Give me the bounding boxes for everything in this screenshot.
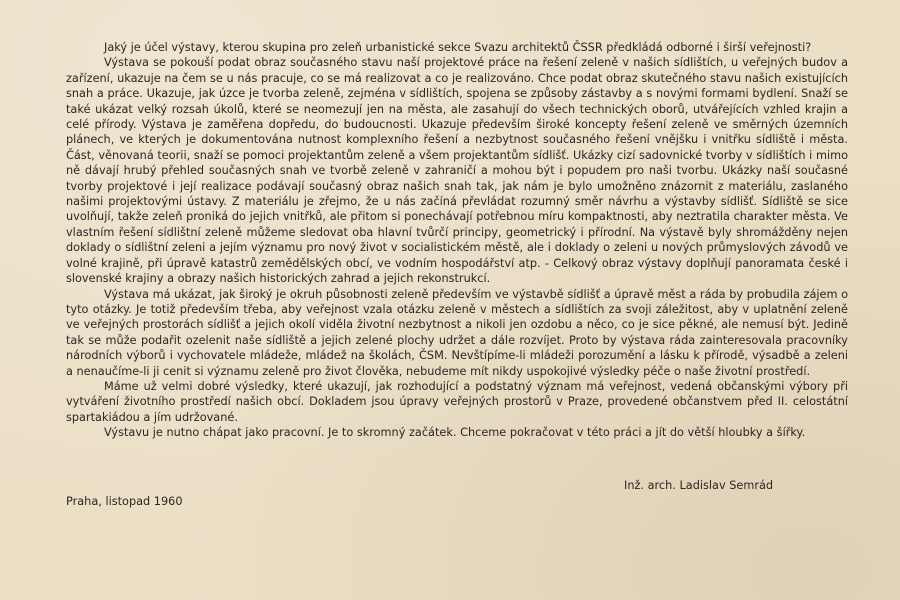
- author-signature: Inž. arch. Ladislav Semrád: [624, 479, 774, 492]
- paragraph: Výstava se pokouší podat obraz současného stavu naší projektové práce na řešení zeleně v našich sídlištích, u veřejných budov a zařízení, ukazuje na čem se u nás pracuje, co se má realizovat a co je realizováno. Chce podat obraz skutečného stavu našich existujících snah a práce. Ukazuje, jak úzce je tvorba zeleně, zejména v sídlištích, spojena se způsoby zástavby a s novými formami bydlení. Snaží se také ukázat velký rozsah úkolů, které se neomezují jen na města, ale zasahují do všech technických oborů, utvářejících vzhled krajin a celé přírody. Výstava je zaměřena dopředu, do budoucnosti. Ukazuje především široké koncepty řešení zeleně ve směrných územních plánech, ve kterých je dokumentována nutnost komplexního řešení a nezbytnost současného řešení vnějšku i vnitřku sídliště i města. Část, věnovaná teorii, snaží se pomoci projektantům zeleně a všem projektantům sídlišť. Ukázky cizí sadovnické tvorby v sídlištích i mimo ně dávají hrubý přehled současných snah ve tvorbě zeleně v zahraničí a mohou být i popudem pro naši tvorbu. Ukázky naší současné tvorby projektové i její realizace podávají současný obraz našich snah tak, jak nám je bylo umožněno znázornit z materiálu, zaslaného našimi projektovými ústavy. Z materiálu je zřejmo, že u nás začíná převládat rozumný směr návrhu a výstavby sídlišť. Sídliště se sice uvolňují, takže zeleň proniká do jejich vnitřků, ale přitom si ponechávají potřebnou míru kompaktnosti, aby neztratila charakter města. Ve vlastním řešení sídlištní zeleně můžeme sledovat oba hlavní tvůrčí principy, geometrický i přírodní. Na výstavě byly shromážděny nejen doklady o sídlištní zeleni a jejím významu pro nový život v socialistickém městě, ale i doklady o zeleni u nových průmyslových závodů ve volné krajině, při úpravě katastrů zemědělských obcí, ve vodním hospodářství atp. - Celkový obraz výstavy doplňují panoramata české i slovenské krajiny a obrazy našich historických zahrad a jejich rekonstrukcí.: [66, 56, 848, 286]
- place-and-date: Praha, listopad 1960: [66, 495, 183, 508]
- paragraph: Výstava má ukázat, jak široký je okruh působnosti zeleně především ve výstavbě sídlišť a úpravě měst a ráda by probudila zájem o tyto otázky. Je totiž především třeba, aby veřejnost vzala otázku zeleně v městech a sídlištích za svoji záležitost, aby v uplatnění zeleně ve veřejných prostorách sídlišť a jejich okolí viděla životní nezbytnost a nikoli jen ozdobu a něco, co je sice pěkné, ale nemusí být. Jedině tak se může podařit ozelenit naše sídliště a jejich zelené plochy udržet a dále rozvíjet. Proto by výstava ráda zainteresovala pracovníky národních výborů i vychovatele mládeže, mládež na školách, ČSM. Nevštípíme-li mládeži porozumění a lásku k přírodě, výsadbě a zeleni a nenaučíme-li ji cenit si významu zeleně pro život člověka, nebudeme mít nikdy uspokojivé výsledky péče o naše životní prostředí.: [66, 287, 848, 378]
- question-paragraph: Jaký je účel výstavy, kterou skupina pro zeleň urbanistické sekce Svazu architektů ČSSR předkládá odborné i širší veřejnosti?: [104, 41, 812, 54]
- paragraph: Máme už velmi dobré výsledky, které ukazují, jak rozhodující a podstatný význam má veřejnost, vedená občanskými výbory při vytváření životního prostředí našich obcí. Dokladem jsou úpravy veřejných prostorů v Praze, provedené občanstvem před II. celostátní spartakiádou a jím udržované.: [66, 379, 848, 424]
- paragraph: Výstavu je nutno chápat jako pracovní. Je to skromný začátek. Chceme pokračovat v této práci a jít do větší hloubky a šířky.: [104, 426, 806, 440]
- document-body: [66, 40, 848, 441]
